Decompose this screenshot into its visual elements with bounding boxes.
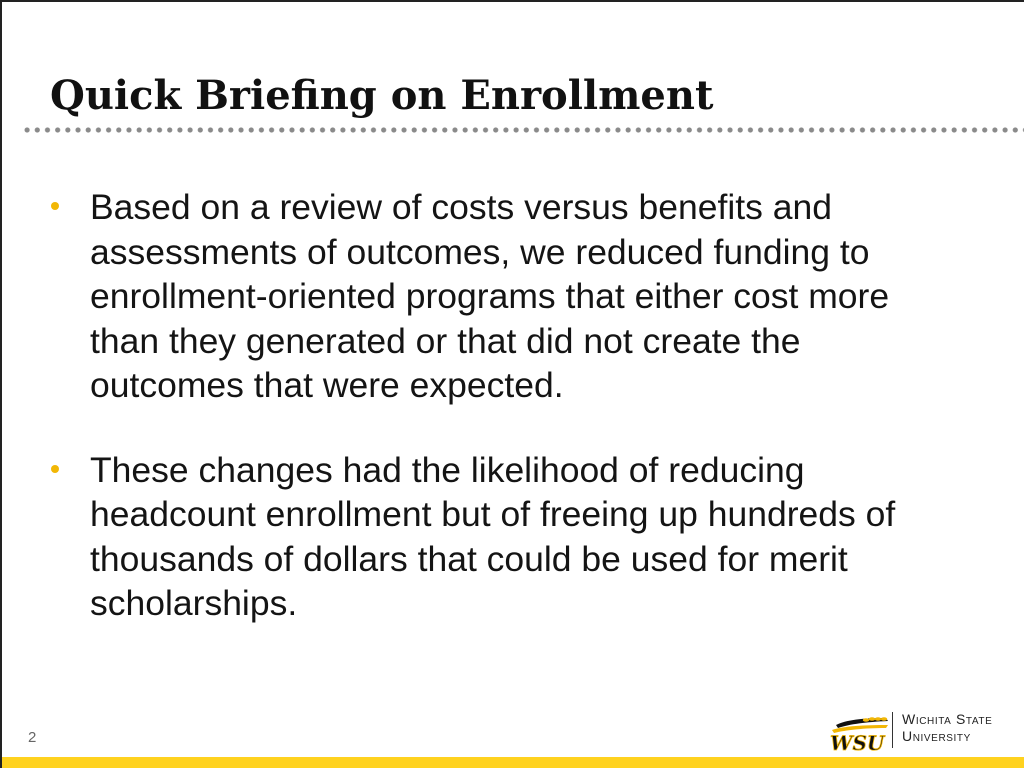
shocker-wheat-logo-icon [828,706,898,754]
bullet-item [46,185,956,408]
logo-divider [892,712,893,748]
logo-line-1: Wichita State [902,711,993,727]
page-number: 2 [28,729,37,746]
bullet-icon [51,465,59,473]
bullet-text: Based on a review of costs versus benefits and assessments of outcomes, we reduced funding to enrollment-oriented programs that either cost more than they generated or that did not create the outcomes that were expected. [90,187,890,405]
logo-lettermark: WSU [830,731,885,754]
slide-title: Quick Briefing on Enrollment [50,72,714,119]
bullet-item [46,448,956,626]
title-divider [22,126,1024,134]
logo-line-2: University [902,728,971,744]
bullet-list [46,185,956,626]
footer-bar [2,757,1024,768]
bullet-icon [51,202,59,210]
logo-text [902,711,992,745]
university-logo [828,706,1008,754]
bullet-text: These changes had the likelihood of reducing headcount enrollment but of freeing up hundreds of thousands of dollars that could be used for merit scholarships. [90,449,896,623]
